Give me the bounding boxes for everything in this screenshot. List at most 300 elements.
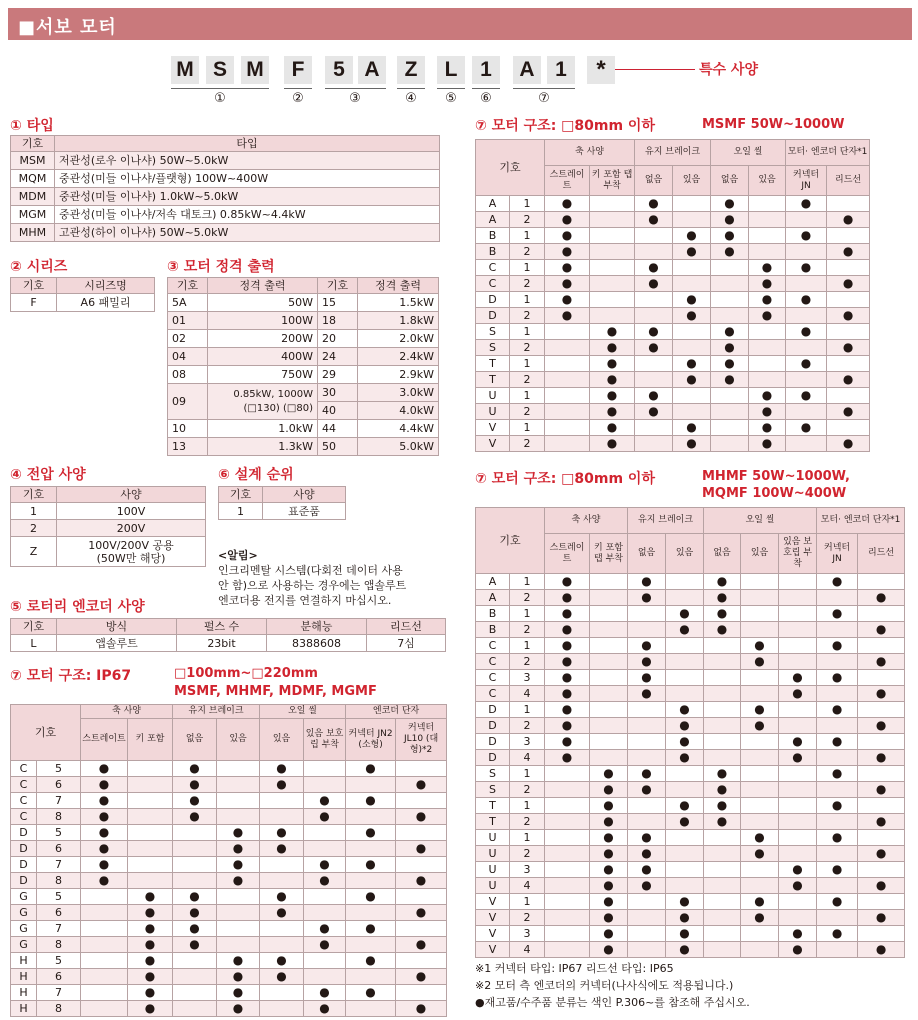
filled-dot-cell: ● xyxy=(817,702,858,718)
empty-cell xyxy=(858,798,905,814)
table-row xyxy=(11,841,447,857)
table-cell: 13 xyxy=(168,438,208,456)
table-row xyxy=(476,734,905,750)
table-row xyxy=(476,196,870,212)
row-code: S xyxy=(476,766,510,782)
table-row xyxy=(11,1001,447,1017)
filled-dot-cell: ● xyxy=(711,356,749,372)
filled-dot-cell: ● xyxy=(545,212,590,228)
row-code: B xyxy=(476,622,510,638)
empty-cell xyxy=(827,228,870,244)
filled-dot-cell: ● xyxy=(635,212,673,228)
filled-dot-cell: ● xyxy=(741,654,779,670)
filled-dot-cell: ● xyxy=(545,292,590,308)
empty-cell xyxy=(786,436,827,452)
row-code: U xyxy=(476,878,510,894)
section-title: ■서보 모터 xyxy=(18,17,117,38)
footnotes xyxy=(475,960,915,1011)
row-code: C xyxy=(11,777,37,793)
row-code: A xyxy=(476,196,510,212)
row-variant: 2 xyxy=(510,718,545,734)
filled-dot-cell: ● xyxy=(260,905,304,921)
table-header: 사양 xyxy=(263,487,346,503)
filled-dot-cell: ● xyxy=(260,761,304,777)
table-row xyxy=(476,894,905,910)
empty-cell xyxy=(590,244,635,260)
filled-dot-cell: ● xyxy=(260,969,304,985)
filled-dot-cell: ● xyxy=(590,356,635,372)
empty-cell xyxy=(779,718,817,734)
row-code: S xyxy=(476,782,510,798)
table-row xyxy=(476,638,905,654)
table-row xyxy=(476,798,905,814)
empty-cell xyxy=(711,292,749,308)
empty-cell xyxy=(817,846,858,862)
empty-cell xyxy=(779,766,817,782)
table-header: 스트레이트 xyxy=(545,534,590,574)
empty-cell xyxy=(590,260,635,276)
filled-dot-cell: ● xyxy=(817,638,858,654)
row-variant: 3 xyxy=(510,734,545,750)
row-variant: 1 xyxy=(510,894,545,910)
table-row xyxy=(476,324,870,340)
row-code: S xyxy=(476,324,510,340)
empty-cell xyxy=(128,777,173,793)
table-row xyxy=(476,388,870,404)
table-row xyxy=(476,654,905,670)
table-cell: 5A xyxy=(168,294,208,312)
filled-dot-cell: ● xyxy=(711,324,749,340)
row-code: D xyxy=(476,308,510,324)
code-char: S xyxy=(206,56,234,84)
filled-dot-cell: ● xyxy=(396,841,447,857)
empty-cell xyxy=(81,985,128,1001)
empty-cell xyxy=(128,761,173,777)
row-code: D xyxy=(476,734,510,750)
row-variant: 2 xyxy=(510,782,545,798)
filled-dot-cell: ● xyxy=(346,761,396,777)
empty-cell xyxy=(81,969,128,985)
notice-title: <알림> xyxy=(218,549,258,562)
filled-dot-cell: ● xyxy=(779,670,817,686)
table-row xyxy=(476,718,905,734)
table-header: 있음 xyxy=(741,534,779,574)
filled-dot-cell: ● xyxy=(858,750,905,766)
filled-dot-cell: ● xyxy=(81,777,128,793)
empty-cell xyxy=(396,953,447,969)
filled-dot-cell: ● xyxy=(628,670,666,686)
filled-dot-cell: ● xyxy=(590,404,635,420)
empty-cell xyxy=(741,574,779,590)
filled-dot-cell: ● xyxy=(346,889,396,905)
table-header: 커넥터 JN xyxy=(817,534,858,574)
row-code: C xyxy=(11,793,37,809)
code-char: M xyxy=(241,56,269,84)
filled-dot-cell: ● xyxy=(858,910,905,926)
row-code: U xyxy=(476,404,510,420)
code-position-label: ⑥ xyxy=(480,91,492,106)
filled-dot-cell: ● xyxy=(779,926,817,942)
table-cell: 중관성(미들 이나샤/플랫형) 100W~400W xyxy=(55,170,440,188)
empty-cell xyxy=(260,857,304,873)
table-header: 정격 출력 xyxy=(208,278,318,294)
filled-dot-cell: ● xyxy=(673,244,711,260)
filled-dot-cell: ● xyxy=(304,921,346,937)
row-variant: 2 xyxy=(510,622,545,638)
empty-cell xyxy=(590,718,628,734)
filled-dot-cell: ● xyxy=(711,340,749,356)
filled-dot-cell: ● xyxy=(128,953,173,969)
empty-cell xyxy=(673,260,711,276)
empty-cell xyxy=(590,228,635,244)
empty-cell xyxy=(217,793,260,809)
empty-cell xyxy=(545,830,590,846)
table-cell: 23bit xyxy=(177,635,267,652)
empty-cell xyxy=(779,654,817,670)
table-cell: 1 xyxy=(11,503,57,520)
row-variant: 5 xyxy=(37,761,81,777)
filled-dot-cell: ● xyxy=(628,654,666,670)
empty-cell xyxy=(173,985,217,1001)
filled-dot-cell: ● xyxy=(666,702,704,718)
empty-cell xyxy=(741,942,779,958)
empty-cell xyxy=(590,654,628,670)
table-header: 커넥터 JN2 (소형) xyxy=(346,719,396,761)
empty-cell xyxy=(346,777,396,793)
filled-dot-cell: ● xyxy=(628,590,666,606)
table-cell: 1.0kW xyxy=(208,420,318,438)
empty-cell xyxy=(711,260,749,276)
row-code: B xyxy=(476,244,510,260)
table-header: 축 사양 xyxy=(545,508,628,534)
table-row xyxy=(476,308,870,324)
table-row xyxy=(476,750,905,766)
table-row xyxy=(476,372,870,388)
empty-cell xyxy=(346,969,396,985)
notice-line: 인크리멘탈 시스템(다회전 데이터 사용 xyxy=(218,564,403,577)
empty-cell xyxy=(741,878,779,894)
filled-dot-cell: ● xyxy=(635,340,673,356)
empty-cell xyxy=(858,926,905,942)
empty-cell xyxy=(817,750,858,766)
filled-dot-cell: ● xyxy=(779,750,817,766)
code-underline xyxy=(472,88,500,89)
row-variant: 1 xyxy=(510,702,545,718)
filled-dot-cell: ● xyxy=(704,782,741,798)
filled-dot-cell: ● xyxy=(827,436,870,452)
filled-dot-cell: ● xyxy=(628,686,666,702)
filled-dot-cell: ● xyxy=(749,420,786,436)
filled-dot-cell: ● xyxy=(590,340,635,356)
msmf-structure-table xyxy=(475,139,870,452)
table-header: 기호 xyxy=(476,140,545,196)
filled-dot-cell: ● xyxy=(827,404,870,420)
table-cell: 1.3kW xyxy=(208,438,318,456)
filled-dot-cell: ● xyxy=(711,196,749,212)
table-cell-z xyxy=(57,537,206,567)
empty-cell xyxy=(749,372,786,388)
table-row xyxy=(476,574,905,590)
filled-dot-cell: ● xyxy=(128,905,173,921)
series-table xyxy=(10,277,155,312)
empty-cell xyxy=(304,889,346,905)
row-variant: 1 xyxy=(510,574,545,590)
empty-cell xyxy=(635,436,673,452)
filled-dot-cell: ● xyxy=(817,670,858,686)
notice-box xyxy=(218,548,448,608)
filled-dot-cell: ● xyxy=(628,766,666,782)
table-row xyxy=(476,420,870,436)
filled-dot-cell: ● xyxy=(304,873,346,889)
empty-cell xyxy=(779,638,817,654)
empty-cell xyxy=(817,622,858,638)
filled-dot-cell: ● xyxy=(666,814,704,830)
empty-cell xyxy=(590,212,635,228)
empty-cell xyxy=(704,638,741,654)
filled-dot-cell: ● xyxy=(545,574,590,590)
empty-cell xyxy=(704,750,741,766)
filled-dot-cell: ● xyxy=(346,985,396,1001)
row-code: U xyxy=(476,388,510,404)
row-variant: 3 xyxy=(510,862,545,878)
encoder-section-title: ⑤ 로터리 엔코더 사양 xyxy=(10,599,145,615)
table-row xyxy=(476,782,905,798)
filled-dot-cell: ● xyxy=(635,324,673,340)
empty-cell xyxy=(396,985,447,1001)
filled-dot-cell: ● xyxy=(858,686,905,702)
empty-cell xyxy=(590,702,628,718)
table-row xyxy=(476,260,870,276)
row-code: D xyxy=(476,702,510,718)
empty-cell xyxy=(217,889,260,905)
empty-cell xyxy=(827,196,870,212)
row-code: A xyxy=(476,590,510,606)
empty-cell xyxy=(173,825,217,841)
filled-dot-cell: ● xyxy=(635,404,673,420)
filled-dot-cell: ● xyxy=(396,777,447,793)
filled-dot-cell: ● xyxy=(545,702,590,718)
filled-dot-cell: ● xyxy=(304,857,346,873)
table-header: 기호 xyxy=(11,487,57,503)
empty-cell xyxy=(704,926,741,942)
row-code: G xyxy=(11,937,37,953)
table-cell: A6 패밀리 xyxy=(57,294,155,312)
table-cell: MDM xyxy=(11,188,55,206)
empty-cell xyxy=(817,814,858,830)
row-variant: 2 xyxy=(510,404,545,420)
empty-cell xyxy=(217,905,260,921)
empty-cell xyxy=(128,809,173,825)
empty-cell xyxy=(260,793,304,809)
filled-dot-cell: ● xyxy=(260,889,304,905)
table-row xyxy=(476,670,905,686)
empty-cell xyxy=(666,670,704,686)
empty-cell xyxy=(741,782,779,798)
empty-cell xyxy=(704,894,741,910)
empty-cell xyxy=(81,937,128,953)
row-code: G xyxy=(11,905,37,921)
filled-dot-cell: ● xyxy=(590,798,628,814)
table-cell: 04 xyxy=(168,348,208,366)
type-section-title: ① 타입 xyxy=(10,118,54,134)
code-underline xyxy=(284,88,312,89)
filled-dot-cell: ● xyxy=(128,937,173,953)
filled-dot-cell: ● xyxy=(590,766,628,782)
empty-cell xyxy=(827,420,870,436)
row-variant: 2 xyxy=(510,308,545,324)
table-row xyxy=(476,356,870,372)
row-variant: 6 xyxy=(37,905,81,921)
empty-cell xyxy=(396,921,447,937)
row-variant: 8 xyxy=(37,873,81,889)
table-cell: 4.4kW xyxy=(358,420,439,438)
table-header: 있음 xyxy=(260,719,304,761)
empty-cell xyxy=(628,718,666,734)
table-cell: 100W xyxy=(208,312,318,330)
voltage-table xyxy=(10,486,206,567)
empty-cell xyxy=(545,436,590,452)
filled-dot-cell: ● xyxy=(817,606,858,622)
empty-cell xyxy=(827,324,870,340)
table-header: 분해능 xyxy=(267,619,367,635)
empty-cell xyxy=(858,830,905,846)
table-cell: 중관성(미들 이나샤) 1.0kW~5.0kW xyxy=(55,188,440,206)
filled-dot-cell: ● xyxy=(304,937,346,953)
row-variant: 1 xyxy=(510,638,545,654)
row-variant: 2 xyxy=(510,910,545,926)
mqmf-model-list: MQMF 100W~400W xyxy=(702,486,847,501)
filled-dot-cell: ● xyxy=(858,622,905,638)
filled-dot-cell: ● xyxy=(673,436,711,452)
table-header: 오일 씰 xyxy=(260,705,346,719)
row-code: T xyxy=(476,798,510,814)
empty-cell xyxy=(128,825,173,841)
row-variant: 1 xyxy=(510,324,545,340)
filled-dot-cell: ● xyxy=(545,750,590,766)
table-cell: 3.0kW xyxy=(358,384,439,402)
table-row xyxy=(11,793,447,809)
table-row xyxy=(476,212,870,228)
table-row xyxy=(476,766,905,782)
row-variant: 7 xyxy=(37,921,81,937)
empty-cell xyxy=(217,777,260,793)
empty-cell xyxy=(628,606,666,622)
filled-dot-cell: ● xyxy=(128,985,173,1001)
row-code: V xyxy=(476,894,510,910)
filled-dot-cell: ● xyxy=(827,244,870,260)
table-row xyxy=(476,942,905,958)
filled-dot-cell: ● xyxy=(673,420,711,436)
table-header: 키 포함 탭 부착 xyxy=(590,166,635,196)
filled-dot-cell: ● xyxy=(590,420,635,436)
table-header: 있음 보호립 부착 xyxy=(304,719,346,761)
empty-cell xyxy=(704,942,741,958)
filled-dot-cell: ● xyxy=(173,889,217,905)
table-header: 있음 xyxy=(217,719,260,761)
table-header: 리드선 xyxy=(858,534,905,574)
table-row xyxy=(11,761,447,777)
table-cell: 저관성(로우 이나샤) 50W~5.0kW xyxy=(55,152,440,170)
row-variant: 2 xyxy=(510,590,545,606)
table-cell: 10 xyxy=(168,420,208,438)
empty-cell xyxy=(779,574,817,590)
table-cell: 15 xyxy=(318,294,358,312)
table-header: 모터· 엔코더 단자*1 xyxy=(786,140,870,166)
empty-cell xyxy=(749,228,786,244)
row-variant: 2 xyxy=(510,846,545,862)
empty-cell xyxy=(545,782,590,798)
row-variant: 2 xyxy=(510,212,545,228)
table-cell: 29 xyxy=(318,366,358,384)
filled-dot-cell: ● xyxy=(173,809,217,825)
code-char: 1 xyxy=(547,56,575,84)
empty-cell xyxy=(545,766,590,782)
empty-cell xyxy=(827,292,870,308)
table-header: 커넥터 JN xyxy=(786,166,827,196)
row-variant: 8 xyxy=(37,809,81,825)
table-row xyxy=(11,937,447,953)
code-char-special: * xyxy=(587,56,615,84)
row-variant: 1 xyxy=(510,260,545,276)
footnote-2: ※2 모터 측 엔코더의 커넥터(나사식에도 적용됩니다.) xyxy=(475,979,734,992)
empty-cell xyxy=(704,846,741,862)
table-header: 모터· 엔코더 단자*1 xyxy=(817,508,905,534)
table-header: 키 포함 탭 부착 xyxy=(590,534,628,574)
empty-cell xyxy=(590,308,635,324)
empty-cell xyxy=(304,761,346,777)
table-cell: MGM xyxy=(11,206,55,224)
table-row xyxy=(11,873,447,889)
table-row xyxy=(476,878,905,894)
empty-cell xyxy=(779,894,817,910)
row-code: V xyxy=(476,910,510,926)
table-row xyxy=(476,702,905,718)
filled-dot-cell: ● xyxy=(81,761,128,777)
filled-dot-cell: ● xyxy=(396,873,447,889)
empty-cell xyxy=(749,212,786,228)
table-row xyxy=(476,276,870,292)
code-underline xyxy=(513,88,575,89)
table-cell: 08 xyxy=(168,366,208,384)
row-code: G xyxy=(11,921,37,937)
table-cell: Z xyxy=(11,537,57,567)
special-spec-label: 특수 사양 xyxy=(699,62,758,78)
table-cell: 400W xyxy=(208,348,318,366)
empty-cell xyxy=(304,905,346,921)
notice-line: 안 함)으로 사용하는 경우에는 앱솔루트 xyxy=(218,579,407,592)
table-cell: 40 xyxy=(318,402,358,420)
row-variant: 4 xyxy=(510,878,545,894)
table-row xyxy=(11,921,447,937)
filled-dot-cell: ● xyxy=(590,862,628,878)
filled-dot-cell: ● xyxy=(786,420,827,436)
row-code: C xyxy=(476,686,510,702)
empty-cell xyxy=(817,686,858,702)
table-header: 커넥터 JL10 (대형)*2 xyxy=(396,719,447,761)
empty-cell xyxy=(827,260,870,276)
empty-cell xyxy=(590,590,628,606)
row-code: H xyxy=(11,985,37,1001)
empty-cell xyxy=(260,937,304,953)
empty-cell xyxy=(173,841,217,857)
table-cell: 5.0kW xyxy=(358,438,439,456)
empty-cell xyxy=(628,814,666,830)
table-header: 키 포함 xyxy=(128,719,173,761)
empty-cell xyxy=(741,590,779,606)
table-row xyxy=(476,404,870,420)
empty-cell xyxy=(545,926,590,942)
empty-cell xyxy=(817,654,858,670)
